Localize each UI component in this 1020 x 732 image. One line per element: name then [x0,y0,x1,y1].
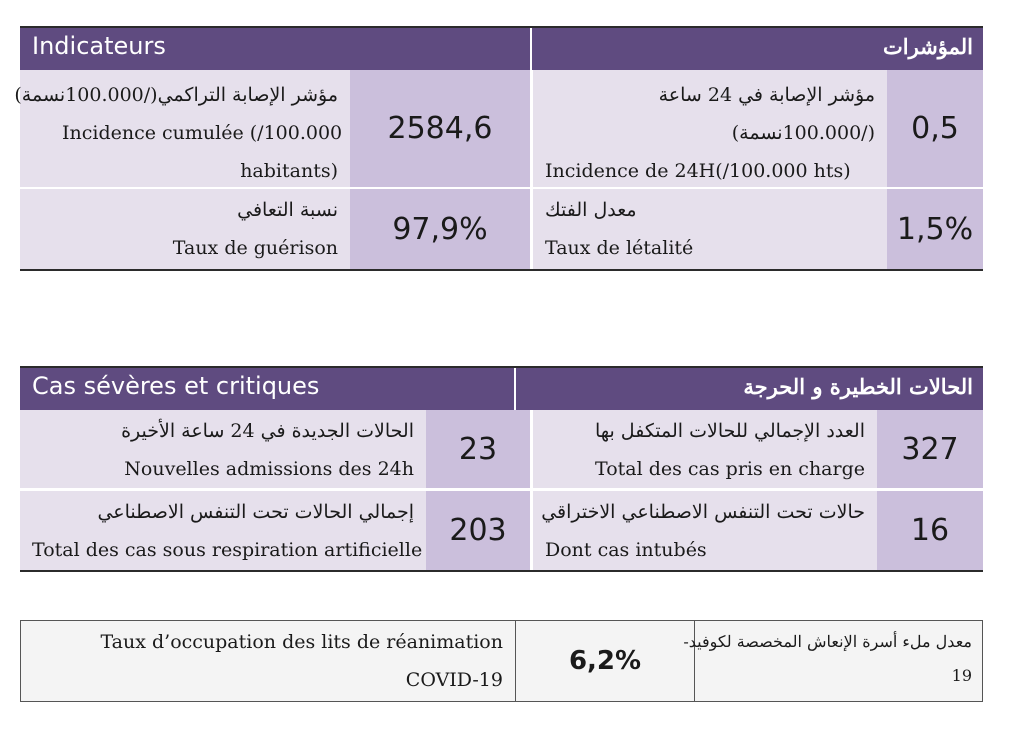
header-separator [530,28,532,70]
icu-occupancy-fr-2: COVID-19 [405,669,503,691]
artificial-respiration-ar: إجمالي الحالات تحت التنفس الاصطناعي [97,501,414,523]
intubated-ar: حالات تحت التنفس الاصطناعي الاختراقي [541,501,865,523]
icu-occupancy-value-cell [515,620,695,702]
new-admissions-ar: الحالات الجديدة في 24 ساعة الأخيرة [121,420,414,442]
icu-occupancy-fr-1: Taux d’occupation des lits de réanimation [100,631,503,653]
intubated-value: 16 [877,491,983,570]
severe-header-fr: Cas sévères et critiques [32,372,320,400]
icu-occupancy-ar-cell [683,620,983,702]
incidence-24h-fr: Incidence de 24H(/100.000 hts) [545,160,851,182]
total-cases-ar: العدد الإجمالي للحالات المتكفل بها [594,420,865,442]
incidence-24h-value: 0,5 [887,70,983,187]
total-cases-label [533,410,877,488]
icu-occupancy-value: 6,2% [568,646,642,676]
lethality-rate-value: 1,5% [887,189,983,269]
icu-occupancy-fr-cell [20,620,516,702]
artificial-respiration-fr: Total des cas sous respiration artificielle [32,539,423,561]
artificial-respiration-value: 203 [426,491,530,570]
indicators-header-fr: Indicateurs [32,32,166,60]
incidence-24h-ar-2: (/100.000نسمة) [731,122,875,144]
table-bottom-border [20,269,983,271]
icu-occupancy-ar-2: 19 [951,666,972,685]
cumulative-incidence-label [14,70,350,187]
recovery-rate-fr: Taux de guérison [172,237,338,259]
cumulative-incidence-fr-1: Incidence cumulée (/100.000 [62,122,343,144]
indicators-table [14,26,983,272]
icu-occupancy-ar-1: معدل ملء أسرة الإنعاش المخصصة لكوفيد- [683,632,972,651]
header-separator [514,368,516,410]
severe-header [20,366,983,410]
total-cases-fr: Total des cas pris en charge [595,458,865,480]
column-divider [530,70,533,269]
cumulative-incidence-value: 2584,6 [350,70,530,187]
severe-cases-table [20,366,983,574]
recovery-rate-label [20,189,350,269]
artificial-respiration-label [20,491,426,570]
intubated-label [533,491,877,570]
incidence-24h-label [533,70,887,187]
indicators-header-ar: المؤشرات [882,34,973,59]
indicators-header [20,26,983,70]
column-divider [530,410,533,570]
new-admissions-label [20,410,426,488]
new-admissions-value: 23 [426,410,530,488]
recovery-rate-ar: نسبة التعافي [237,199,338,221]
new-admissions-fr: Nouvelles admissions des 24h [124,458,414,480]
incidence-24h-ar-1: مؤشر الإصابة في 24 ساعة [658,84,875,106]
table-bottom-border [20,570,983,572]
total-cases-value: 327 [877,410,983,488]
lethality-rate-ar: معدل الفتك [545,199,637,221]
lethality-rate-fr: Taux de létalité [545,237,694,259]
cumulative-incidence-ar: مؤشر الإصابة التراكمي(/100.000نسمة) [14,84,338,106]
lethality-rate-label [533,189,887,269]
recovery-rate-value: 97,9% [350,189,530,269]
severe-header-ar: الحالات الخطيرة و الحرجة [743,374,973,399]
intubated-fr: Dont cas intubés [545,539,707,561]
cumulative-incidence-fr-2: habitants) [240,160,338,182]
